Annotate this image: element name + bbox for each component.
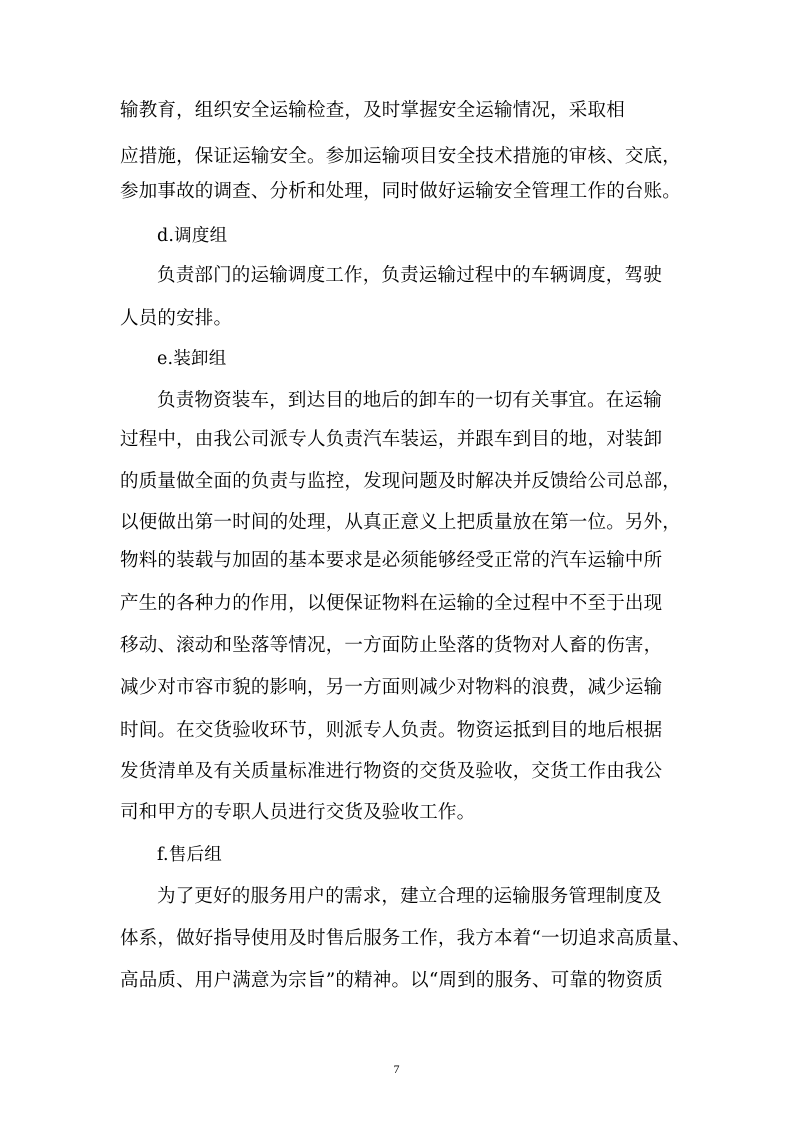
text-line: 输教育，组织安全运输检查，及时掌握安全运输情况，采取相	[120, 100, 625, 121]
text-line: 时间。在交货验收环节，则派专人负责。物资运抵到目的地后根据	[120, 720, 663, 741]
section-heading-e: e.装卸组	[157, 349, 227, 369]
text-line: 的质量做全面的负责与监控，发现问题及时解决并反馈给公司总部，	[120, 471, 682, 492]
text-line: 物料的装载与加固的基本要求是必须能够经受正常的汽车运输中所	[120, 550, 663, 571]
text-line: 发货清单及有关质量标准进行物资的交货及验收，交货工作由我公	[120, 761, 663, 782]
page-number: 7	[393, 1062, 400, 1076]
text-line: 负责部门的运输调度工作，负责运输过程中的车辆调度，驾驶	[157, 265, 662, 286]
section-heading-f: f.售后组	[157, 845, 222, 865]
text-line: 以便做出第一时间的处理，从真正意义上把质量放在第一位。另外，	[120, 512, 682, 533]
text-line: 移动、滚动和坠落等情况，一方面防止坠落的货物对人畜的伤害，	[120, 635, 663, 656]
text-line: 司和甲方的专职人员进行交货及验收工作。	[120, 802, 476, 823]
text-line: 产生的各种力的作用，以便保证物料在运输的全过程中不至于出现	[120, 593, 663, 614]
text-line: 参加事故的调查、分析和处理，同时做好运输安全管理工作的台账。	[120, 181, 682, 202]
section-heading-d: d.调度组	[157, 226, 228, 246]
text-line: 应措施，保证运输安全。参加运输项目安全技术措施的审核、交底，	[120, 146, 682, 167]
text-line: 为了更好的服务用户的需求，建立合理的运输服务管理制度及	[157, 886, 662, 907]
text-line: 过程中，由我公司派专人负责汽车装运，并跟车到目的地，对装卸	[120, 429, 663, 450]
text-line: 体系，做好指导使用及时售后服务工作，我方本着“一切追求高质量、	[120, 928, 691, 949]
text-line: 负责物资装车，到达目的地后的卸车的一切有关事宜。在运输	[157, 390, 662, 411]
text-line: 减少对市容市貌的影响，另一方面则减少对物料的浪费，减少运输	[120, 677, 663, 698]
text-line: 人员的安排。	[120, 308, 233, 329]
text-line: 高品质、用户满意为宗旨”的精神。以“周到的服务、可靠的物资质	[120, 970, 663, 991]
